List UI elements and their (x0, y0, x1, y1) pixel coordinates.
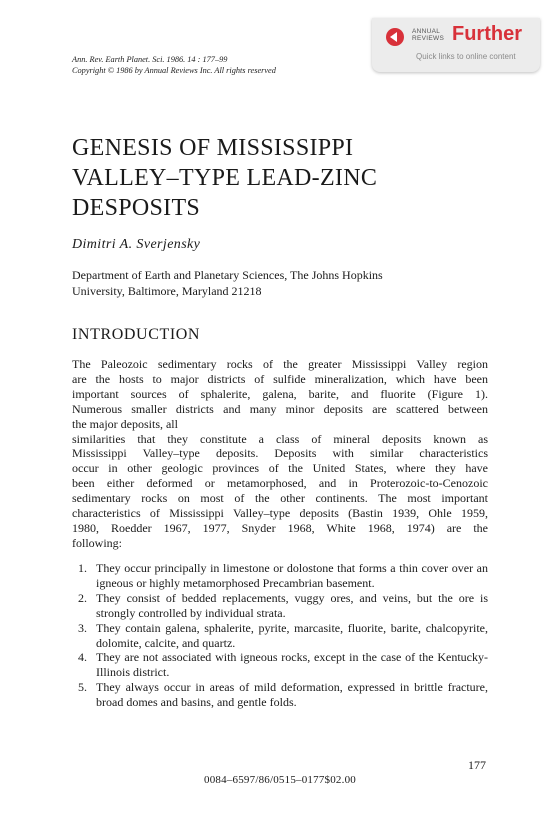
list-item (78, 621, 488, 651)
paragraph-line: The Paleozoic sedimentary rocks of the greater Mississippi Valley region (72, 357, 488, 371)
list-item (78, 650, 488, 680)
issn-code: 0084–6597/86/0515–0177$02.00 (204, 774, 356, 786)
badge-annual-label: ANNUAL (412, 28, 441, 35)
article-title (72, 133, 377, 223)
section-heading: INTRODUCTION (72, 326, 201, 343)
paragraph-line: occur in other geologic provinces of the United States, where they have (72, 461, 488, 476)
list-item-number: 5. (78, 680, 87, 695)
list-item-number: 4. (78, 650, 87, 665)
badge-further-label: Further (452, 23, 522, 45)
paragraph-line: 1980, Roedder 1967, 1977, Snyder 1968, White 1968, 1974) are the (72, 520, 488, 535)
list-item-text: They always occur in areas of mild deformation, expressed in brittle fracture, broad domes and basins, and gentle folds. (96, 680, 488, 710)
play-back-icon (386, 28, 404, 46)
annual-reviews-further-badge[interactable] (372, 18, 540, 72)
paragraph-line: are the hosts to major districts of sulfide mineralization, which have been (72, 371, 488, 386)
list-item-number: 1. (78, 561, 87, 575)
paragraph-line: the major deposits, all (72, 416, 178, 431)
badge-quick-links-text: Quick links to online content (416, 52, 516, 61)
paragraph-line: Numerous smaller districts and many minor deposits are scattered between (72, 401, 488, 416)
paragraph-line: similarities that they constitute a class of mineral deposits known as (72, 431, 488, 446)
paragraph-line: important sources of sphalerite, galena, barite, and fluorite (Figure 1). (72, 386, 488, 401)
list-item-text: They consist of bedded replacements, vuggy ores, and veins, but the ore is strongly controlled by individual strata. (96, 590, 488, 620)
paragraph-line: following: (72, 535, 122, 550)
paragraph-line: been either deformed or metamorphosed, and in Proterozoic-to-Cenozoic (72, 476, 488, 491)
citation-line-journal: Ann. Rev. Earth Planet. Sci. 1986. 14 : 177–99 (72, 55, 228, 64)
title-line: VALLEY–TYPE LEAD-ZINC (72, 165, 378, 191)
journal-citation (72, 54, 276, 76)
title-line: GENESIS OF MISSISSIPPI (72, 135, 354, 161)
author-name: Dimitri A. Sverjensky (72, 237, 201, 252)
list-item (78, 561, 488, 591)
list-item (78, 680, 488, 710)
affiliation-line: University, Baltimore, Maryland 21218 (72, 283, 262, 298)
paragraph-line: Mississippi Valley–type deposits. Deposits with similar characteristics (72, 446, 488, 461)
list-item (78, 591, 488, 621)
characteristics-list (78, 561, 488, 710)
author-affiliation (72, 268, 492, 299)
list-item-text: They contain galena, sphalerite, pyrite, marcasite, fluorite, barite, chalcopyrite, dolomite, calcite, and quartz. (96, 620, 488, 650)
badge-brand (412, 28, 444, 42)
badge-reviews-label: REVIEWS (412, 35, 445, 42)
title-line: DESPOSITS (72, 195, 201, 221)
list-item-number: 3. (78, 620, 87, 635)
list-item-number: 2. (78, 590, 87, 605)
citation-line-copyright: Copyright © 1986 by Annual Reviews Inc. All rights reserved (72, 66, 276, 75)
intro-paragraph (72, 357, 488, 551)
paragraph-line: characteristics of Mississippi Valley–type deposits (Bastin 1939, Ohle 1959, (72, 506, 488, 521)
page-number: 177 (468, 758, 486, 772)
paragraph-line: sedimentary rocks on most of the other continents. The most important (72, 491, 488, 506)
list-item-text: They are not associated with igneous rocks, except in the case of the Kentucky-Illinois district. (96, 650, 488, 680)
affiliation-line: Department of Earth and Planetary Sciences, The Johns Hopkins (72, 268, 383, 282)
list-item-text: They occur principally in limestone or dolostone that forms a thin cover over an igneous or highly metamorphosed Precambrian basement. (96, 561, 488, 590)
